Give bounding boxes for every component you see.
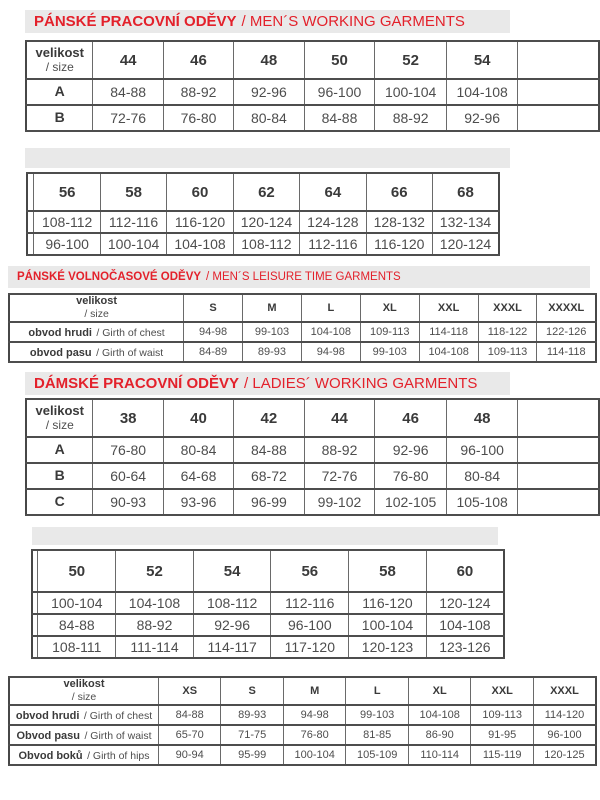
measurement-label-czech: Obvod boků bbox=[18, 750, 83, 762]
size-range-cell: 90-94 bbox=[159, 745, 221, 765]
size-range-cell: 96-100 bbox=[304, 79, 375, 105]
size-range-cell: 100-104 bbox=[283, 745, 346, 765]
size-column-header: XXL bbox=[419, 294, 478, 322]
size-column-header: 60 bbox=[426, 550, 504, 592]
measurement-label-english: / Girth of hips bbox=[87, 750, 150, 762]
ladies-working-sizes-table-part1 bbox=[25, 398, 600, 516]
size-range-cell: 64-68 bbox=[163, 463, 233, 489]
size-range-cell: 99-102 bbox=[304, 489, 375, 515]
size-label-english: / size bbox=[71, 691, 97, 704]
size-range-cell: 120-123 bbox=[349, 636, 427, 658]
clipped-column-stub bbox=[518, 437, 599, 463]
size-column-header: L bbox=[346, 677, 409, 705]
size-range-cell: 96-99 bbox=[234, 489, 304, 515]
size-label-english: / size bbox=[84, 308, 109, 321]
measurement-label-czech: obvod hrudi bbox=[15, 710, 80, 722]
measurement-label-czech: B bbox=[54, 467, 65, 483]
size-label-czech: velikost bbox=[35, 44, 84, 60]
size-range-cell: 84-88 bbox=[234, 437, 304, 463]
size-range-cell: 90-93 bbox=[93, 489, 163, 515]
size-range-cell: 92-96 bbox=[193, 614, 271, 636]
measurement-row-label bbox=[26, 79, 93, 105]
size-range-cell: 104-108 bbox=[408, 705, 471, 725]
size-range-cell: 94-98 bbox=[184, 322, 243, 342]
size-range-cell: 128-132 bbox=[366, 211, 432, 233]
size-range-cell: 122-126 bbox=[537, 322, 596, 342]
measurement-row-label bbox=[9, 745, 159, 765]
size-range-cell: 112-116 bbox=[271, 592, 349, 614]
size-range-cell: 108-112 bbox=[193, 592, 271, 614]
size-range-cell: 84-88 bbox=[93, 79, 163, 105]
size-column-header: S bbox=[184, 294, 243, 322]
size-label-english: / size bbox=[45, 417, 74, 432]
clipped-column-stub bbox=[518, 399, 599, 437]
size-range-cell: 76-80 bbox=[163, 105, 233, 131]
size-range-cell: 105-109 bbox=[346, 745, 409, 765]
size-label-header bbox=[9, 677, 159, 705]
size-range-cell: 89-93 bbox=[243, 342, 302, 362]
size-range-cell: 112-116 bbox=[300, 233, 366, 255]
size-range-cell: 99-103 bbox=[360, 342, 419, 362]
size-label-header bbox=[9, 294, 184, 322]
size-range-cell: 120-124 bbox=[426, 592, 504, 614]
size-range-cell: 124-128 bbox=[300, 211, 366, 233]
mens-leisure-table-wrap bbox=[8, 293, 597, 363]
size-column-header: 56 bbox=[271, 550, 349, 592]
size-range-cell: 105-108 bbox=[446, 489, 518, 515]
size-column-header: 50 bbox=[304, 41, 375, 79]
size-range-cell: 116-120 bbox=[366, 233, 432, 255]
size-range-cell: 112-116 bbox=[100, 211, 166, 233]
size-label-czech: velikost bbox=[63, 678, 105, 691]
size-range-cell: 92-96 bbox=[375, 437, 447, 463]
size-label-czech: velikost bbox=[35, 402, 84, 418]
size-range-cell: 71-75 bbox=[221, 725, 283, 745]
size-label-header bbox=[26, 41, 93, 79]
size-column-header: 64 bbox=[300, 173, 366, 211]
size-range-cell: 118-122 bbox=[478, 322, 537, 342]
size-range-cell: 100-104 bbox=[349, 614, 427, 636]
measurement-row-label bbox=[9, 705, 159, 725]
size-range-cell: 80-84 bbox=[234, 105, 304, 131]
size-column-header: 58 bbox=[100, 173, 166, 211]
size-column-header: XXXXL bbox=[537, 294, 596, 322]
size-range-cell: 114-120 bbox=[533, 705, 596, 725]
size-column-header: 38 bbox=[93, 399, 163, 437]
size-column-header: 50 bbox=[38, 550, 116, 592]
measurement-label-english: / Girth of waist bbox=[96, 347, 164, 359]
size-range-cell: 100-104 bbox=[100, 233, 166, 255]
size-range-cell: 96-100 bbox=[34, 233, 100, 255]
size-range-cell: 117-120 bbox=[271, 636, 349, 658]
size-range-cell: 72-76 bbox=[304, 463, 375, 489]
size-range-cell: 123-126 bbox=[426, 636, 504, 658]
size-range-cell: 96-100 bbox=[533, 725, 596, 745]
clipped-column-stub bbox=[518, 463, 599, 489]
size-range-cell: 110-114 bbox=[408, 745, 471, 765]
size-range-cell: 68-72 bbox=[234, 463, 304, 489]
measurement-label-czech: obvod hrudi bbox=[28, 327, 92, 339]
size-range-cell: 114-118 bbox=[419, 322, 478, 342]
size-range-cell: 116-120 bbox=[167, 211, 233, 233]
mens-working-sizes-table-part2 bbox=[26, 172, 500, 256]
clipped-column-sliver bbox=[27, 211, 34, 233]
section-title-czech: PÁNSKÉ VOLNOČASOVÉ ODĚVY bbox=[17, 271, 202, 283]
size-column-header: XXL bbox=[471, 677, 534, 705]
size-column-header: M bbox=[283, 677, 346, 705]
measurement-label-english: / Girth of chest bbox=[96, 327, 165, 339]
size-range-cell: 115-119 bbox=[471, 745, 534, 765]
size-column-header: XS bbox=[159, 677, 221, 705]
measurement-row-label bbox=[9, 342, 184, 362]
size-range-cell: 76-80 bbox=[375, 463, 447, 489]
size-range-cell: 80-84 bbox=[446, 463, 518, 489]
size-range-cell: 94-98 bbox=[301, 342, 360, 362]
clipped-column-stub bbox=[518, 41, 599, 79]
size-range-cell: 84-88 bbox=[304, 105, 375, 131]
size-range-cell: 109-113 bbox=[360, 322, 419, 342]
size-column-header: 54 bbox=[446, 41, 518, 79]
size-range-cell: 116-120 bbox=[349, 592, 427, 614]
ladies-working-table-part2-wrap bbox=[31, 549, 505, 659]
clipped-column-stub bbox=[518, 79, 599, 105]
measurement-label-english: / Girth of waist bbox=[84, 730, 152, 742]
measurement-row-label bbox=[9, 322, 184, 342]
clipped-column-stub bbox=[518, 105, 599, 131]
size-column-header: 42 bbox=[234, 399, 304, 437]
size-range-cell: 114-117 bbox=[193, 636, 271, 658]
size-range-cell: 120-124 bbox=[432, 233, 499, 255]
size-column-header: 48 bbox=[234, 41, 304, 79]
size-range-cell: 109-113 bbox=[478, 342, 537, 362]
size-column-header: 40 bbox=[163, 399, 233, 437]
size-range-cell: 96-100 bbox=[271, 614, 349, 636]
measurement-row-label bbox=[26, 437, 93, 463]
size-range-cell: 88-92 bbox=[375, 105, 447, 131]
size-conversion-table-wrap bbox=[8, 676, 597, 766]
size-range-cell: 114-118 bbox=[537, 342, 596, 362]
size-label-czech: velikost bbox=[76, 295, 118, 308]
measurement-label-czech: obvod pasu bbox=[29, 347, 92, 359]
size-range-cell: 108-112 bbox=[233, 233, 299, 255]
size-column-header: 54 bbox=[193, 550, 271, 592]
size-range-cell: 104-108 bbox=[301, 322, 360, 342]
size-column-header: 62 bbox=[233, 173, 299, 211]
size-column-header: 44 bbox=[93, 41, 163, 79]
size-range-cell: 100-104 bbox=[375, 79, 447, 105]
size-range-cell: 84-89 bbox=[184, 342, 243, 362]
measurement-row-label bbox=[26, 105, 93, 131]
size-range-cell: 76-80 bbox=[93, 437, 163, 463]
size-range-cell: 102-105 bbox=[375, 489, 447, 515]
size-column-header: 52 bbox=[116, 550, 194, 592]
size-range-cell: 104-108 bbox=[446, 79, 518, 105]
section-title-english: / LADIES´ WORKING GARMENTS bbox=[244, 375, 478, 392]
size-range-cell: 88-92 bbox=[163, 79, 233, 105]
size-range-cell: 60-64 bbox=[93, 463, 163, 489]
size-range-cell: 84-88 bbox=[159, 705, 221, 725]
size-range-cell: 99-103 bbox=[243, 322, 302, 342]
section-title-bar-mens-leisure bbox=[8, 266, 590, 288]
size-conversion-table bbox=[8, 676, 597, 766]
size-range-cell: 81-85 bbox=[346, 725, 409, 745]
size-column-header: 58 bbox=[349, 550, 427, 592]
size-range-cell: 88-92 bbox=[304, 437, 375, 463]
size-range-cell: 104-108 bbox=[426, 614, 504, 636]
section-title-bar-ladies-working bbox=[25, 372, 510, 395]
size-range-cell: 86-90 bbox=[408, 725, 471, 745]
ladies-working-table-part1-wrap bbox=[25, 398, 600, 516]
measurement-row-label bbox=[26, 463, 93, 489]
size-range-cell: 120-124 bbox=[233, 211, 299, 233]
size-column-header: S bbox=[221, 677, 283, 705]
mens-working-table-part1-wrap bbox=[25, 40, 600, 132]
size-range-cell: 89-93 bbox=[221, 705, 283, 725]
size-range-cell: 95-99 bbox=[221, 745, 283, 765]
size-range-cell: 84-88 bbox=[38, 614, 116, 636]
size-column-header: 52 bbox=[375, 41, 447, 79]
spacer-bar bbox=[25, 148, 510, 168]
spacer-bar bbox=[32, 527, 498, 545]
measurement-label-czech: C bbox=[54, 493, 65, 509]
clipped-column-sliver bbox=[27, 233, 34, 255]
size-column-header: L bbox=[301, 294, 360, 322]
size-range-cell: 100-104 bbox=[38, 592, 116, 614]
measurement-label-czech: Obvod pasu bbox=[16, 730, 80, 742]
size-label-header bbox=[26, 399, 93, 437]
size-range-cell: 108-111 bbox=[38, 636, 116, 658]
size-range-cell: 80-84 bbox=[163, 437, 233, 463]
measurement-label-czech: A bbox=[54, 83, 65, 99]
mens-working-sizes-table-part1 bbox=[25, 40, 600, 132]
size-range-cell: 76-80 bbox=[283, 725, 346, 745]
size-range-cell: 88-92 bbox=[116, 614, 194, 636]
size-range-cell: 104-108 bbox=[167, 233, 233, 255]
size-range-cell: 120-125 bbox=[533, 745, 596, 765]
size-column-header: XXXL bbox=[478, 294, 537, 322]
section-title-english: / MEN´S WORKING GARMENTS bbox=[241, 13, 465, 30]
size-range-cell: 104-108 bbox=[116, 592, 194, 614]
size-column-header: XL bbox=[408, 677, 471, 705]
size-range-cell: 99-103 bbox=[346, 705, 409, 725]
clipped-column-sliver bbox=[27, 173, 34, 211]
size-column-header: 46 bbox=[375, 399, 447, 437]
size-label-english: / size bbox=[45, 59, 74, 74]
measurement-label-czech: B bbox=[54, 109, 65, 125]
section-title-czech: PÁNSKÉ PRACOVNÍ ODĚVY bbox=[34, 13, 237, 30]
size-range-cell: 65-70 bbox=[159, 725, 221, 745]
size-range-cell: 93-96 bbox=[163, 489, 233, 515]
size-range-cell: 111-114 bbox=[116, 636, 194, 658]
size-column-header: 60 bbox=[167, 173, 233, 211]
size-column-header: 56 bbox=[34, 173, 100, 211]
size-column-header: XXXL bbox=[533, 677, 596, 705]
size-range-cell: 94-98 bbox=[283, 705, 346, 725]
size-column-header: M bbox=[243, 294, 302, 322]
size-range-cell: 72-76 bbox=[93, 105, 163, 131]
measurement-row-label bbox=[9, 725, 159, 745]
mens-leisure-sizes-table bbox=[8, 293, 597, 363]
measurement-label-english: / Girth of chest bbox=[83, 710, 153, 722]
size-range-cell: 92-96 bbox=[234, 79, 304, 105]
section-title-bar-mens-working bbox=[25, 10, 510, 33]
size-range-cell: 96-100 bbox=[446, 437, 518, 463]
size-column-header: 44 bbox=[304, 399, 375, 437]
size-column-header: 46 bbox=[163, 41, 233, 79]
size-column-header: 48 bbox=[446, 399, 518, 437]
size-range-cell: 92-96 bbox=[446, 105, 518, 131]
measurement-row-label bbox=[26, 489, 93, 515]
section-title-english: / MEN´S LEISURE TIME GARMENTS bbox=[206, 271, 401, 283]
size-column-header: 68 bbox=[432, 173, 499, 211]
clipped-column-stub bbox=[518, 489, 599, 515]
size-range-cell: 109-113 bbox=[471, 705, 534, 725]
section-title-czech: DÁMSKÉ PRACOVNÍ ODĚVY bbox=[34, 375, 240, 392]
ladies-working-sizes-table-part2 bbox=[31, 549, 505, 659]
mens-working-table-part2-wrap bbox=[26, 172, 500, 256]
measurement-label-czech: A bbox=[54, 441, 65, 457]
size-range-cell: 132-134 bbox=[432, 211, 499, 233]
size-range-cell: 108-112 bbox=[34, 211, 100, 233]
size-column-header: XL bbox=[360, 294, 419, 322]
size-range-cell: 104-108 bbox=[419, 342, 478, 362]
size-column-header: 66 bbox=[366, 173, 432, 211]
size-range-cell: 91-95 bbox=[471, 725, 534, 745]
